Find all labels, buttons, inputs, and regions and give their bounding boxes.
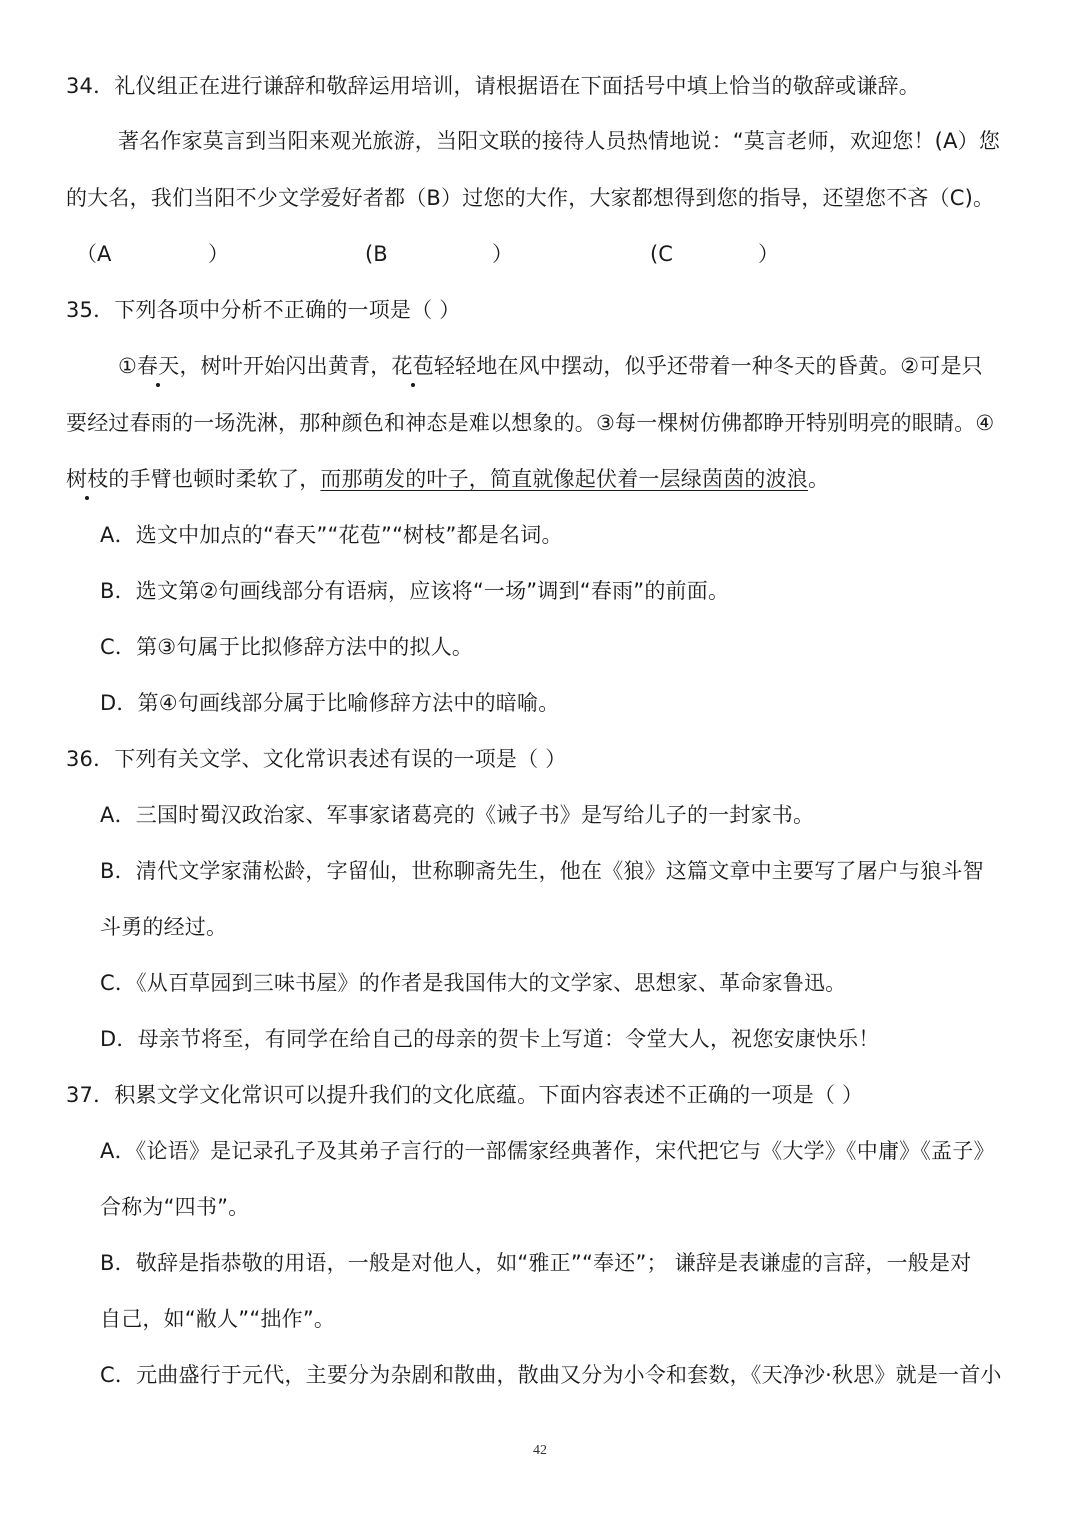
q36-stem: 36．下列有关文学、文化常识表述有误的一项是（ ） <box>66 747 567 771</box>
q36-option-b-cont: 斗勇的经过。 <box>100 915 228 939</box>
q36-option-d[interactable]: D．母亲节将至，有同学在给自己的母亲的贺卡上写道：令堂大人，祝您安康快乐！ <box>100 1027 880 1051</box>
underlined-sentence: 而那萌发的叶子，简直就像起伏着一层绿茵茵的波浪 <box>320 467 809 491</box>
q34-passage-line-2: 的大名，我们当阳不少文学爱好者都（B）过您的大作，大家都想得到您的指导，还望您不吝（C)。 <box>66 186 995 210</box>
dotted-word-bud: 花苞 <box>391 351 433 381</box>
q34-passage-line-1: 著名作家莫言到当阳来观光旅游，当阳文联的接待人员热情地说：“莫言老师，欢迎您！(A）您 <box>118 129 1001 153</box>
blank-a-open[interactable]: （A <box>76 242 112 266</box>
q35-passage-line-2: 要经过春雨的一场洗淋，那种颜色和神态是难以想象的。③每一棵树仿佛都睁开特别明亮的眼睛。④ <box>66 411 995 435</box>
q35-passage-line-1: ①春天，树叶开始闪出黄青，花苞轻轻地在风中摆动，似乎还带着一种冬天的昏黄。②可是只 <box>118 351 983 381</box>
q36-option-a[interactable]: A．三国时蜀汉政治家、军事家诸葛亮的《诫子书》是写给儿子的一封家书。 <box>100 803 815 827</box>
q37-stem: 37．积累文学文化常识可以提升我们的文化底蕴。下面内容表述不正确的一项是（ ） <box>66 1083 864 1107</box>
q35-option-d[interactable]: D．第④句画线部分属于比喻修辞方法中的暗喻。 <box>100 691 560 715</box>
q35-option-a[interactable]: A．选文中加点的“春天”“花苞”“树枝”都是名词。 <box>100 523 563 547</box>
blank-c-close: ） <box>758 242 779 266</box>
q37-option-b[interactable]: B．敬辞是指恭敬的用语，一般是对他人，如“雅正”“奉还”； 谦辞是表谦虚的言辞，一般是对 <box>100 1251 972 1275</box>
q36-option-c[interactable]: C．《从百草园到三味书屋》的作者是我国伟大的文学家、思想家、革命家鲁迅。 <box>100 971 847 995</box>
q37-option-c[interactable]: C．元曲盛行于元代，主要分为杂剧和散曲，散曲又分为小令和套数，《天净沙·秋思》就是一首小 <box>100 1363 1002 1387</box>
q37-option-b-cont: 自己，如“敝人”“拙作”。 <box>100 1307 336 1331</box>
q36-option-b[interactable]: B．清代文学家蒲松龄，字留仙，世称聊斋先生，他在《狼》这篇文章中主要写了屠户与狼斗智 <box>100 859 984 883</box>
q35-stem: 35．下列各项中分析不正确的一项是（ ） <box>66 298 461 322</box>
blank-b-open[interactable]: (B <box>365 242 388 266</box>
blank-a-close: ） <box>208 242 229 266</box>
dotted-word-branch: 树枝 <box>66 464 108 494</box>
dotted-word-spring: 春天 <box>137 351 179 381</box>
page-number: 42 <box>533 1443 547 1458</box>
q34-stem: 34．礼仪组正在进行谦辞和敬辞运用培训，请根据语在下面括号中填上恰当的敬辞或谦辞。 <box>66 74 920 98</box>
q37-option-a-cont: 合称为“四书”。 <box>100 1195 250 1219</box>
blank-c-open[interactable]: (C <box>650 242 673 266</box>
blank-b-close: ） <box>492 242 513 266</box>
q35-option-b[interactable]: B．选文第②句画线部分有语病，应该将“一场”调到“春雨”的前面。 <box>100 579 730 603</box>
q35-option-c[interactable]: C．第③句属于比拟修辞方法中的拟人。 <box>100 635 474 659</box>
q37-option-a[interactable]: A．《论语》是记录孔子及其弟子言行的一部儒家经典著作，宋代把它与《大学》《中庸》《孟子》 <box>100 1139 995 1163</box>
q35-passage-line-3: 树枝的手臂也顿时柔软了，而那萌发的叶子，简直就像起伏着一层绿茵茵的波浪。 <box>66 464 829 494</box>
